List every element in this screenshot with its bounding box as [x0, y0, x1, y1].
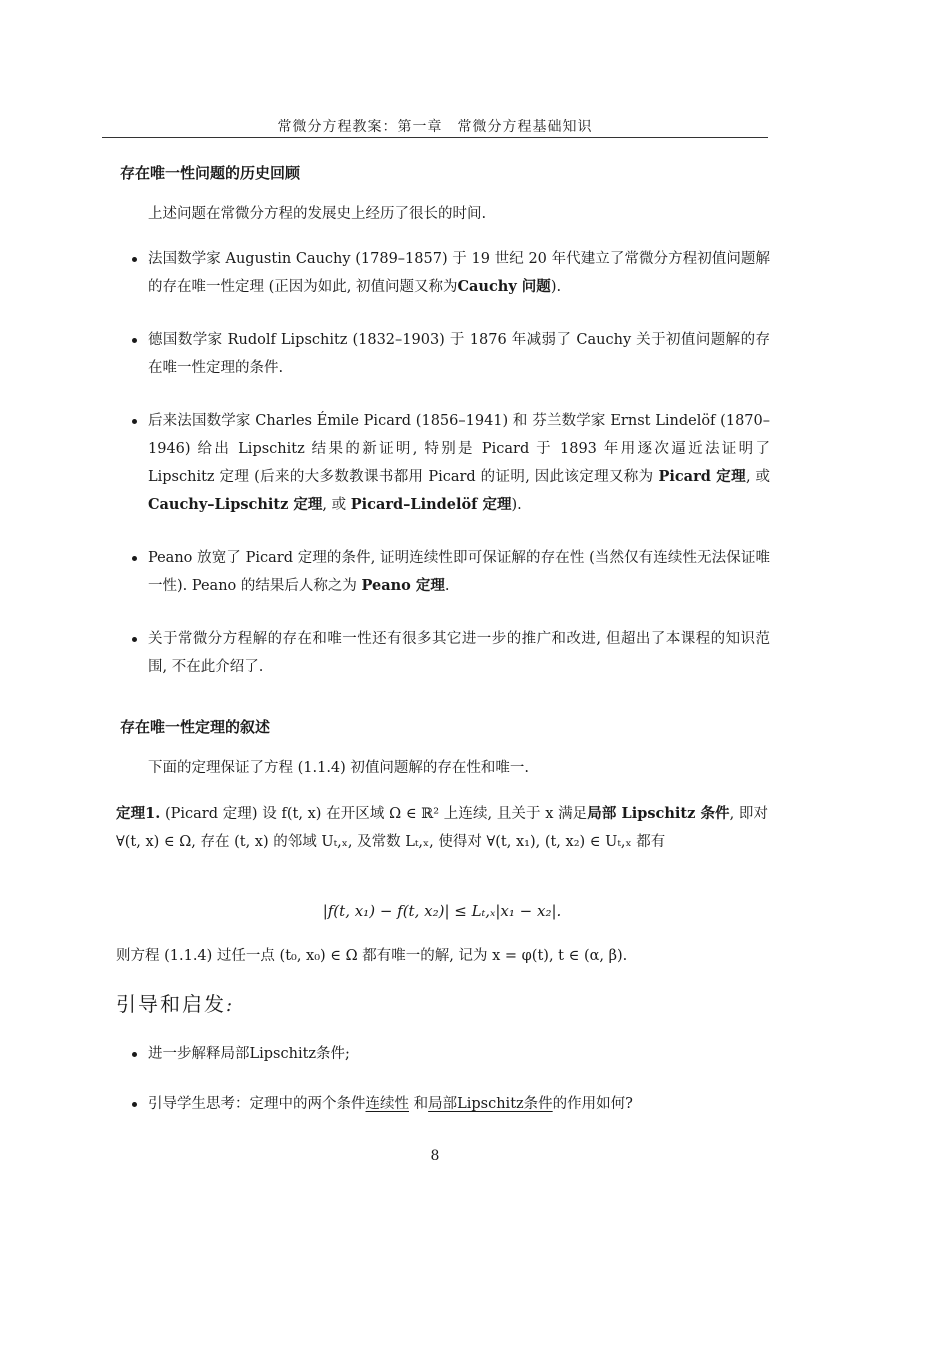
history-item-1-text: 法国数学家 Augustin Cauchy (1789–1857) 于 19 世纪 20 年代建立了常微分方程初值问题解的存在唯一性定理 (正因为如此, 初值问题又称为	[148, 251, 770, 295]
picard-lindelof-term: Picard–Lindelöf 定理	[350, 496, 512, 513]
guidance-list	[130, 1040, 770, 1118]
cauchy-problem-term: Cauchy 问题	[457, 278, 551, 295]
local-lipschitz-term: 局部 Lipschitz 条件	[587, 805, 730, 822]
guidance-item-2-text: 引导学生思考：定理中的两个条件	[148, 1096, 366, 1112]
list-item	[130, 1090, 770, 1118]
history-item-3-mid2: , 或	[322, 497, 351, 513]
history-item-3-mid1: , 或	[745, 469, 770, 485]
statement-section-title: 存在唯一性定理的叙述	[120, 718, 271, 736]
bullet-icon	[132, 637, 137, 642]
header-rule	[102, 137, 768, 138]
lipschitz-equation: |f(t, x₁) − f(t, x₂)| ≤ Lₜ,ₓ|x₁ − x₂|.	[322, 902, 562, 920]
picard-theorem-term: Picard 定理	[658, 468, 746, 485]
history-item-4-tail: .	[444, 578, 450, 594]
theorem-conclusion: 则方程 (1.1.4) 过任一点 (t₀, x₀) ∈ Ω 都有唯一的解, 记为 x = φ(t), t ∈ (α, β).	[116, 948, 628, 964]
list-item	[130, 1040, 770, 1068]
page-number: 8	[430, 1148, 440, 1164]
theorem-body-b: , 即对 ∀(t, x) ∈ Ω, 存在 (t, x) 的邻域 Uₜ,ₓ, 及常数 Lₜ,ₓ, 使得对 ∀(t, x₁), (t, x₂) ∈ Uₜ,ₓ 都有	[116, 806, 769, 850]
bullet-icon	[132, 556, 137, 561]
peano-theorem-term: Peano 定理	[361, 577, 445, 594]
continuity-term: 连续性	[365, 1096, 409, 1112]
history-list	[130, 245, 770, 681]
cauchy-lipschitz-term: Cauchy–Lipschitz 定理	[148, 496, 323, 513]
bullet-icon	[132, 1052, 137, 1057]
statement-intro: 下面的定理保证了方程 (1.1.4) 初值问题解的存在性和唯一.	[148, 760, 530, 776]
guidance-item-2-tail: 的作用如何?	[552, 1096, 633, 1112]
theorem-label: 定理1.	[116, 805, 161, 822]
theorem-body-a: 设 f(t, x) 在开区域 Ω ∈ ℝ² 上连续, 且关于 x 满足	[262, 806, 588, 822]
history-item-2-text: 德国数学家 Rudolf Lipschitz (1832–1903) 于 1876 年减弱了 Cauchy 关于初值问题解的存在唯一性定理的条件.	[148, 332, 770, 376]
theorem-block	[116, 800, 768, 856]
bullet-icon	[132, 419, 137, 424]
guidance-item-1-text: 进一步解释局部Lipschitz条件;	[148, 1046, 350, 1062]
list-item	[130, 625, 770, 681]
list-item	[130, 407, 770, 519]
theorem-name: (Picard 定理)	[164, 806, 258, 822]
local-lipschitz-condition-term: 局部Lipschitz条件	[428, 1096, 553, 1112]
history-item-4-text: Peano 放宽了 Picard 定理的条件, 证明连续性即可保证解的存在性 (当然仅有连续性无法保证唯一性). Peano 的结果后人称之为	[148, 550, 770, 594]
guidance-item-2-mid: 和	[409, 1096, 429, 1112]
history-item-5-text: 关于常微分方程解的存在和唯一性还有很多其它进一步的推广和改进, 但超出了本课程的知识范围, 不在此介绍了.	[148, 631, 770, 675]
history-item-3-text: 后来法国数学家 Charles Émile Picard (1856–1941) 和 芬兰数学家 Ernst Lindelöf (1870–1946) 给出 Lipschitz 结果的新证明, 特别是 Picard 于 1893 年用逐次逼近法证明了 Lipschitz 定理 (后来的大多数教课书都用 Picard 的证明, 因此该定理又称为	[148, 413, 770, 485]
bullet-icon	[132, 1102, 137, 1107]
history-section-title: 存在唯一性问题的历史回顾	[120, 164, 301, 182]
list-item	[130, 544, 770, 600]
bullet-icon	[132, 257, 137, 262]
guidance-title-text: 引导和启发	[116, 992, 226, 1016]
history-item-3-tail: ).	[511, 497, 522, 513]
guidance-title	[116, 988, 234, 1017]
bullet-icon	[132, 338, 137, 343]
list-item	[130, 326, 770, 382]
list-item	[130, 245, 770, 301]
running-header: 常微分方程教案：第一章 常微分方程基础知识	[277, 119, 593, 135]
history-intro: 上述问题在常微分方程的发展史上经历了很长的时间.	[148, 206, 487, 222]
history-item-1-tail: ).	[550, 279, 562, 295]
guidance-title-colon: :	[226, 995, 235, 1016]
